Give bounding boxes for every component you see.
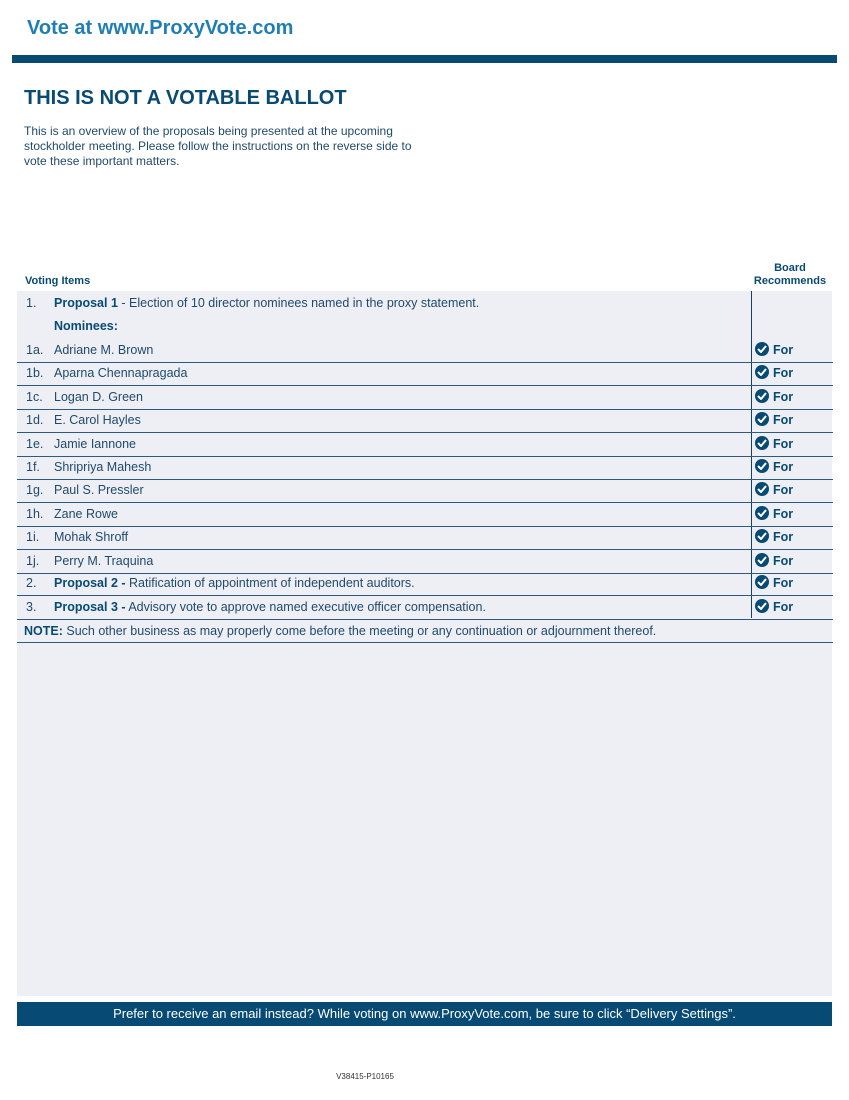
check-circle-icon xyxy=(755,553,769,567)
board-recommends-line2: Recommends xyxy=(753,275,827,287)
note-body: Such other business as may properly come before the meeting or any continuation or adjournment thereof. xyxy=(62,624,657,638)
board-recommendation xyxy=(755,433,793,456)
check-circle-icon xyxy=(755,599,769,613)
board-recommendation xyxy=(755,362,793,385)
item-text xyxy=(54,596,486,619)
nominee-name: Adriane M. Brown xyxy=(54,343,154,357)
note-row xyxy=(17,620,833,643)
recommendation-label: For xyxy=(773,390,794,404)
nominee-name: Zane Rowe xyxy=(54,507,118,521)
check-circle-icon xyxy=(755,459,769,473)
proposal-3-row xyxy=(17,596,833,620)
item-text xyxy=(54,292,479,315)
check-circle-icon xyxy=(755,575,769,589)
recommendation-label: For xyxy=(773,343,794,357)
board-recommendation xyxy=(755,456,793,479)
board-recommendation xyxy=(755,409,793,432)
nominee-row xyxy=(17,409,833,433)
board-recommends-header xyxy=(748,262,832,288)
nominee-row xyxy=(17,362,833,386)
proxyvote-link[interactable]: Vote at www.ProxyVote.com xyxy=(27,17,294,39)
proposal-label: Proposal 2 - xyxy=(54,576,126,590)
check-circle-icon xyxy=(755,365,769,379)
nominee-row xyxy=(17,386,833,410)
board-recommendation xyxy=(755,526,793,549)
proposal-description: Ratification of appointment of independent auditors. xyxy=(125,576,415,590)
proposal-label: Proposal 1 xyxy=(54,296,118,310)
nominee-row xyxy=(17,456,833,480)
item-number: 2. xyxy=(26,576,37,590)
nominee-row xyxy=(17,526,833,550)
board-recommendation xyxy=(755,339,793,362)
item-number: 1b. xyxy=(26,366,44,380)
page-title: THIS IS NOT A VOTABLE BALLOT xyxy=(24,87,347,109)
delivery-settings-banner: Prefer to receive an email instead? While voting on www.ProxyVote.com, be sure to click “Delivery Settings”. xyxy=(17,1002,832,1026)
document-code: V38415-P10165 xyxy=(336,1072,394,1081)
proposal-description: Advisory vote to approve named executive officer compensation. xyxy=(125,600,486,614)
item-number: 3. xyxy=(26,600,37,614)
item-text xyxy=(54,572,415,595)
nominees-heading-row xyxy=(17,315,833,338)
nominee-name: Perry M. Traquina xyxy=(54,554,154,568)
nominee-name: Shripriya Mahesh xyxy=(54,460,152,474)
board-recommendation xyxy=(755,550,793,573)
recommendation-label: For xyxy=(773,530,794,544)
check-circle-icon xyxy=(755,529,769,543)
note-text xyxy=(24,620,656,642)
recommendation-label: For xyxy=(773,460,794,474)
intro-text: This is an overview of the proposals being presented at the upcoming stockholder meeting. Please follow the instructions on the reverse side to vote these important matters. xyxy=(24,124,412,168)
recommendation-label: For xyxy=(773,554,794,568)
recommendation-label: For xyxy=(773,483,794,497)
nominee-name: Paul S. Pressler xyxy=(54,483,144,497)
nominee-row xyxy=(17,339,833,363)
item-number: 1a. xyxy=(26,343,44,357)
board-recommendation xyxy=(755,572,793,595)
item-number: 1d. xyxy=(26,413,44,427)
nominee-row xyxy=(17,503,833,527)
check-circle-icon xyxy=(755,482,769,496)
nominee-name: Logan D. Green xyxy=(54,390,143,404)
nominee-row xyxy=(17,550,833,574)
note-label: NOTE: xyxy=(24,624,63,638)
nominee-name: Aparna Chennapragada xyxy=(54,366,188,380)
nominee-row xyxy=(17,433,833,457)
check-circle-icon xyxy=(755,412,769,426)
item-number: 1g. xyxy=(26,483,44,497)
check-circle-icon xyxy=(755,342,769,356)
board-recommendation xyxy=(755,596,793,619)
nominee-name: E. Carol Hayles xyxy=(54,413,141,427)
proposal-label: Proposal 3 - xyxy=(54,600,126,614)
nominee-row xyxy=(17,479,833,503)
nominee-name: Mohak Shroff xyxy=(54,530,129,544)
check-circle-icon xyxy=(755,506,769,520)
item-number: 1h. xyxy=(26,507,44,521)
proposal-description: - Election of 10 director nominees named in the proxy statement. xyxy=(117,296,480,310)
board-recommends-line1: Board xyxy=(774,262,806,274)
check-circle-icon xyxy=(755,389,769,403)
board-recommendation xyxy=(755,386,793,409)
proposal-2-row xyxy=(17,572,833,596)
header-rule xyxy=(12,55,837,63)
item-number: 1. xyxy=(26,296,37,310)
recommendation-label: For xyxy=(773,576,794,590)
proposal-1-row xyxy=(17,292,833,315)
recommendation-label: For xyxy=(773,366,794,380)
nominees-label: Nominees: xyxy=(54,319,118,333)
check-circle-icon xyxy=(755,436,769,450)
nominee-name: Jamie Iannone xyxy=(54,437,137,451)
recommendation-label: For xyxy=(773,600,794,614)
item-number: 1f. xyxy=(26,460,40,474)
board-recommendation xyxy=(755,503,793,526)
item-number: 1i. xyxy=(26,530,40,544)
recommendation-label: For xyxy=(773,437,794,451)
board-recommendation xyxy=(755,479,793,502)
item-number: 1j. xyxy=(26,554,40,568)
item-number: 1e. xyxy=(26,437,44,451)
recommendation-label: For xyxy=(773,507,794,521)
item-number: 1c. xyxy=(26,390,43,404)
voting-items-header: Voting Items xyxy=(25,275,91,287)
recommendation-label: For xyxy=(773,413,794,427)
